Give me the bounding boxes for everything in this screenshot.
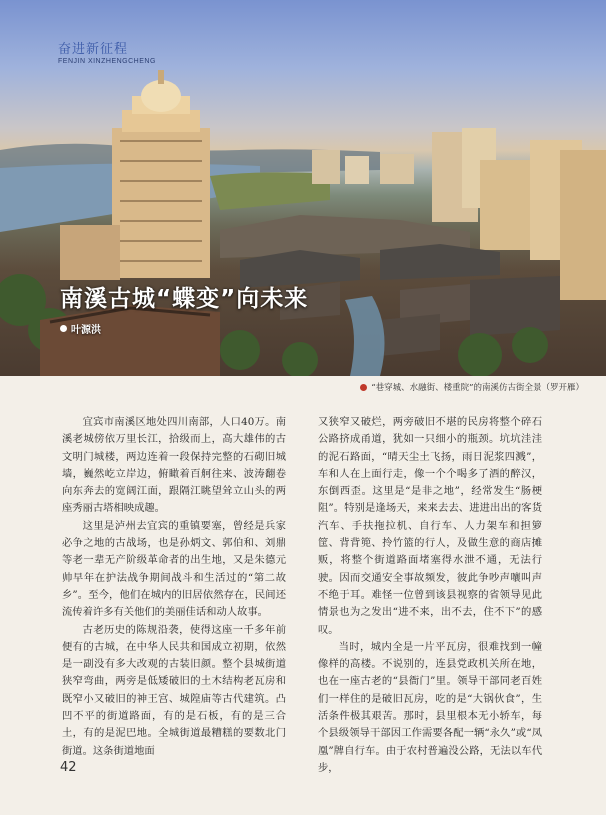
paragraph: 宜宾市南溪区地处四川南部，人口40万。南溪老城傍依万里长江，拾级而上，高大雄伟的古文明门城楼，两边连着一段保持完整的石砌旧城墙，巍然屹立岸边，俯瞰着百舸往来、波涛翻卷向东奔去的宽阔江面，跟隔江眺望耸立山头的两座秀丽古塔相映成趣。 [62, 416, 286, 515]
column-name-en: FENJIN XINZHENGCHENG [58, 58, 156, 65]
paragraph: 当时，城内全是一片平瓦房，很难找到一幢像样的高楼。不说别的，连县党政机关所在地，也在一座古老的“县衙门”里。领导干部同老百姓们一样住的是破旧瓦房，吃的是“大锅伙食”，生活条件极其艰苦。那时，县里根本无小轿车，每个县级领导干部因工作需要各配一辆“永久”或“凤凰”牌自行车。由于农村普遍没公路，无法以车代步， [318, 640, 542, 774]
page-number: 42 [60, 760, 77, 775]
photo-caption [360, 381, 584, 393]
article-title: 南溪古城“蝶变”向未来 [60, 286, 309, 312]
column-header [58, 38, 156, 65]
red-dot-icon [360, 384, 367, 391]
bullet-icon [60, 325, 67, 332]
paragraph: 这里是泸州去宜宾的重镇要塞，曾经是兵家必争之地的古战场，也是孙炳文、郭伯和、刘鼎等老一辈无产阶级革命者的出生地，又是朱德元帅早年在护法战争期间战斗和生活过的“第二故乡”。至今，他们在城内的旧居依然存在，民间还流传着许多有关他们的美丽佳话和动人故事。 [62, 519, 286, 619]
photo-caption-text: “巷穿城、水融街、楼重院”的南溪仿古街全景（罗开雁） [371, 383, 584, 393]
author-name: 叶源洪 [71, 325, 101, 336]
text-column-left [62, 414, 286, 760]
author-byline [60, 321, 101, 336]
column-name-cn: 奋进新征程 [58, 42, 129, 57]
paragraph: 古老历史的陈规沿袭，使得这座一千多年前便有的古城，在中华人民共和国成立初期，依然是一副没有多大改观的古装旧颜。整个县城街道狭窄弯曲，两旁是低矮破旧的土木结构老瓦房和既窄小又破旧的神王宫、城隍庙等古代建筑。凸凹不平的街道路面，有的是石板，有的是三合土，有的是泥巴地。全城街道最糟糕的要数北门街道。这条街道地面 [62, 623, 286, 757]
hero-photo [0, 0, 606, 376]
paragraph: 又狭窄又破烂，两旁破旧不堪的民房将整个碎石公路挤成甬道，犹如一只细小的瓶颈。坑坑洼洼的泥石路面，“晴天尘土飞扬，雨日泥浆四溅”，车和人在上面行走，像一个个喝多了酒的醉汉，东倒西歪。这里是“是非之地”，经常发生“肠梗阻”。特别是逢场天，来来去去、进进出出的客货汽车、手扶拖拉机、自行车、人力架车和担箩筐、背背篼、拎竹篮的行人，及做生意的商店摊贩，将整个街道路面堵塞得水泄不通，无法行驶。因而交通安全事故频发，彼此争吵声嚷叫声不绝于耳。难怪一位曾到该县视察的省领导见此情景也为之发出“进不来，出不去，住不下”的感叹。 [318, 416, 542, 636]
text-column-right [318, 414, 542, 777]
